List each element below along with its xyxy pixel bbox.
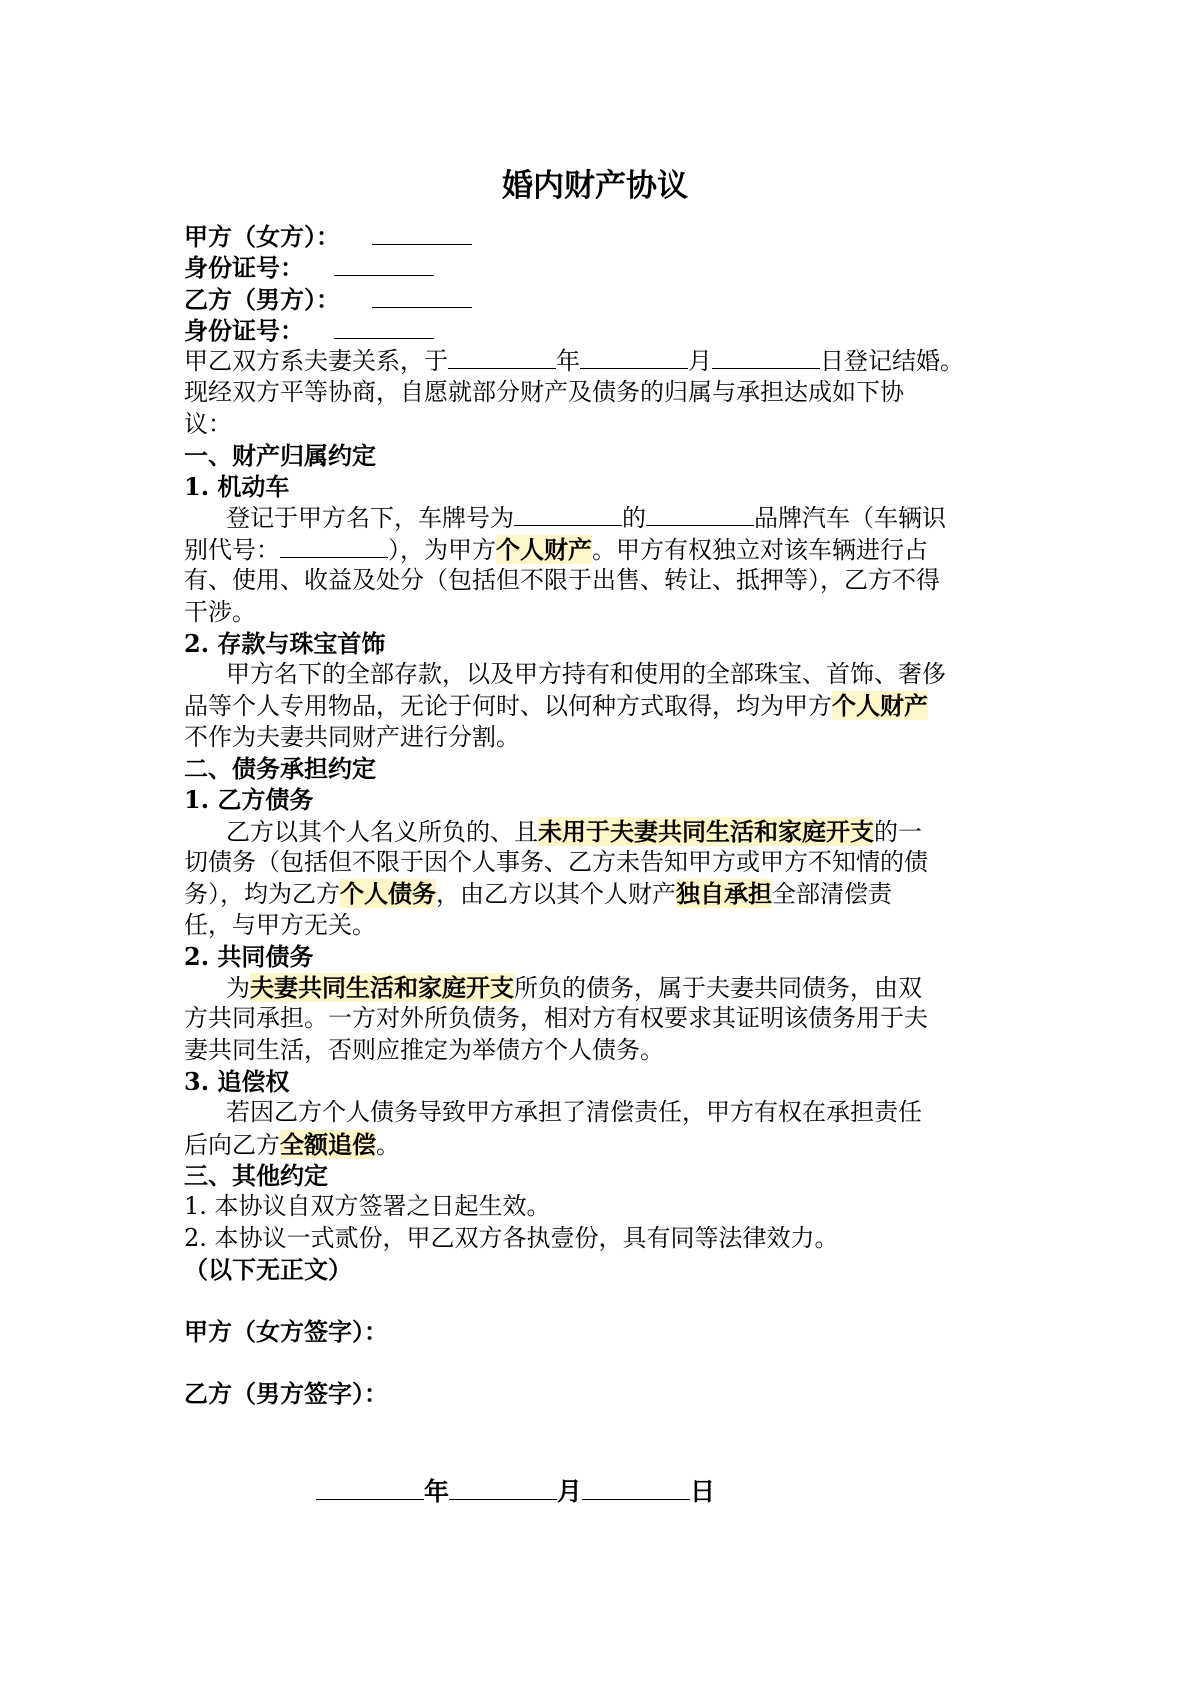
recourse-line-1: 若因乙方个人债务导致甲方承担了清偿责任，甲方有权在承担责任 — [226, 1098, 922, 1127]
section1-item2-heading: 2. 存款与珠宝首饰 — [184, 628, 386, 658]
section2-item2-heading: 2. 共同债务 — [184, 941, 314, 971]
id-a-line — [184, 252, 1020, 283]
intro-line-3: 议： — [184, 409, 232, 438]
joint-debt-text: 所负的债务，属于夫妻共同债务，由双 — [514, 974, 922, 1003]
vehicle-text: 。甲方有权独立对该车辆进行占 — [592, 535, 928, 564]
party-b-line — [184, 284, 1020, 315]
deposit-line-3: 不作为夫妻共同财产进行分割。 — [184, 722, 520, 751]
vehicle-line-2 — [184, 534, 1020, 565]
highlight: 夫妻共同生活和家庭开支 — [250, 973, 514, 1003]
intro-text: 甲乙双方系夫妻关系，于 — [184, 347, 448, 376]
intro-month-blank — [580, 346, 688, 369]
vin-blank — [280, 535, 388, 558]
sign-month: 月 — [557, 1477, 583, 1506]
intro-year: 年 — [556, 347, 580, 376]
debt-text: 的一 — [874, 817, 922, 846]
debt-line-3 — [184, 878, 1020, 909]
section2-heading: 二、债务承担约定 — [184, 754, 376, 784]
section1-heading: 一、财产归属约定 — [184, 441, 376, 471]
id-b-label: 身份证号： — [184, 315, 304, 345]
signature-date — [316, 1472, 715, 1508]
highlight: 个人债务 — [340, 879, 436, 909]
signature-party-b: 乙方（男方签字）： — [184, 1379, 388, 1409]
vehicle-text: 登记于甲方名下，车牌号为 — [226, 503, 514, 532]
section3-item1: 1. 本协议自双方签署之日起生效。 — [184, 1192, 551, 1221]
debt-text: ，由乙方以其个人财产 — [436, 880, 676, 909]
end-note: （以下无正文） — [184, 1254, 352, 1284]
party-a-line — [184, 221, 1020, 252]
joint-debt-line-1 — [184, 972, 1020, 1003]
intro-day: 日登记结婚。 — [820, 347, 964, 376]
debt-line-4: 任，与甲方无关。 — [184, 910, 376, 939]
id-a-blank — [334, 255, 434, 276]
deposit-text: 品等个人专用物品，无论于何时、以何种方式取得，均为甲方 — [184, 692, 832, 721]
deposit-line-1: 甲方名下的全部存款，以及甲方持有和使用的全部珠宝、首饰、奢侈 — [226, 660, 946, 689]
id-b-blank — [334, 318, 434, 339]
party-a-label: 甲方（女方）： — [184, 222, 340, 251]
highlight: 未用于夫妻共同生活和家庭开支 — [538, 816, 874, 846]
section2-item3-heading: 3. 追偿权 — [184, 1067, 290, 1097]
sign-month-blank — [449, 1475, 557, 1500]
intro-line-2: 现经双方平等协商，自愿就部分财产及债务的归属与承担达成如下协 — [184, 378, 904, 407]
joint-debt-line-2: 方共同承担。一方对外所负债务，相对方有权要求其证明该债务用于夫 — [184, 1004, 928, 1033]
vehicle-text: 别代号： — [184, 535, 280, 564]
section3-item2: 2. 本协议一式贰份，甲乙双方各执壹份，具有同等法律效力。 — [184, 1223, 839, 1252]
section1-item1-heading: 1. 机动车 — [184, 472, 290, 502]
document-title: 婚内财产协议 — [502, 168, 688, 204]
vehicle-text: 的 — [622, 503, 646, 532]
highlight: 个人财产 — [832, 691, 928, 721]
sign-year: 年 — [424, 1477, 450, 1506]
brand-blank — [646, 503, 754, 526]
vehicle-text: 品牌汽车（车辆识 — [754, 503, 946, 532]
deposit-line-2 — [184, 690, 1020, 721]
vehicle-line-1 — [184, 503, 1020, 534]
intro-line-1 — [184, 346, 1020, 377]
highlight: 全额追偿 — [280, 1129, 376, 1159]
vehicle-text: ），为甲方 — [388, 535, 496, 564]
sign-day-blank — [582, 1475, 690, 1500]
signature-party-a: 甲方（女方签字）： — [184, 1317, 388, 1347]
sign-year-blank — [316, 1475, 424, 1500]
debt-text: 全部清偿责 — [772, 880, 892, 909]
debt-line-1 — [184, 816, 1020, 847]
recourse-text: 。 — [376, 1130, 400, 1159]
debt-line-2: 切债务（包括但不限于因个人事务、乙方未告知甲方或甲方不知情的债 — [184, 847, 928, 876]
plate-blank — [514, 503, 622, 526]
party-a-blank — [372, 224, 472, 245]
debt-text: 乙方以其个人名义所负的、且 — [226, 817, 538, 846]
debt-text: 务），均为乙方 — [184, 880, 340, 909]
id-a-label: 身份证号： — [184, 253, 304, 283]
party-b-blank — [372, 287, 472, 308]
party-b-label: 乙方（男方）： — [184, 284, 340, 314]
section2-item1-heading: 1. 乙方债务 — [184, 785, 314, 815]
section3-heading: 三、其他约定 — [184, 1160, 328, 1190]
id-b-line — [184, 315, 1020, 346]
intro-year-blank — [448, 346, 556, 369]
highlight: 独自承担 — [676, 879, 772, 909]
vehicle-line-4: 干涉。 — [184, 597, 256, 626]
intro-month: 月 — [688, 347, 712, 376]
intro-day-blank — [712, 346, 820, 369]
highlight: 个人财产 — [496, 534, 592, 564]
document-body — [184, 221, 1020, 1410]
recourse-text: 后向乙方 — [184, 1130, 280, 1159]
joint-debt-line-3: 妻共同生活，否则应推定为举债方个人债务。 — [184, 1035, 664, 1064]
sign-day: 日 — [690, 1477, 716, 1506]
recourse-line-2 — [184, 1129, 1020, 1160]
joint-debt-text: 为 — [226, 974, 250, 1003]
vehicle-line-3: 有、使用、收益及处分（包括但不限于出售、转让、抵押等），乙方不得 — [184, 566, 940, 595]
